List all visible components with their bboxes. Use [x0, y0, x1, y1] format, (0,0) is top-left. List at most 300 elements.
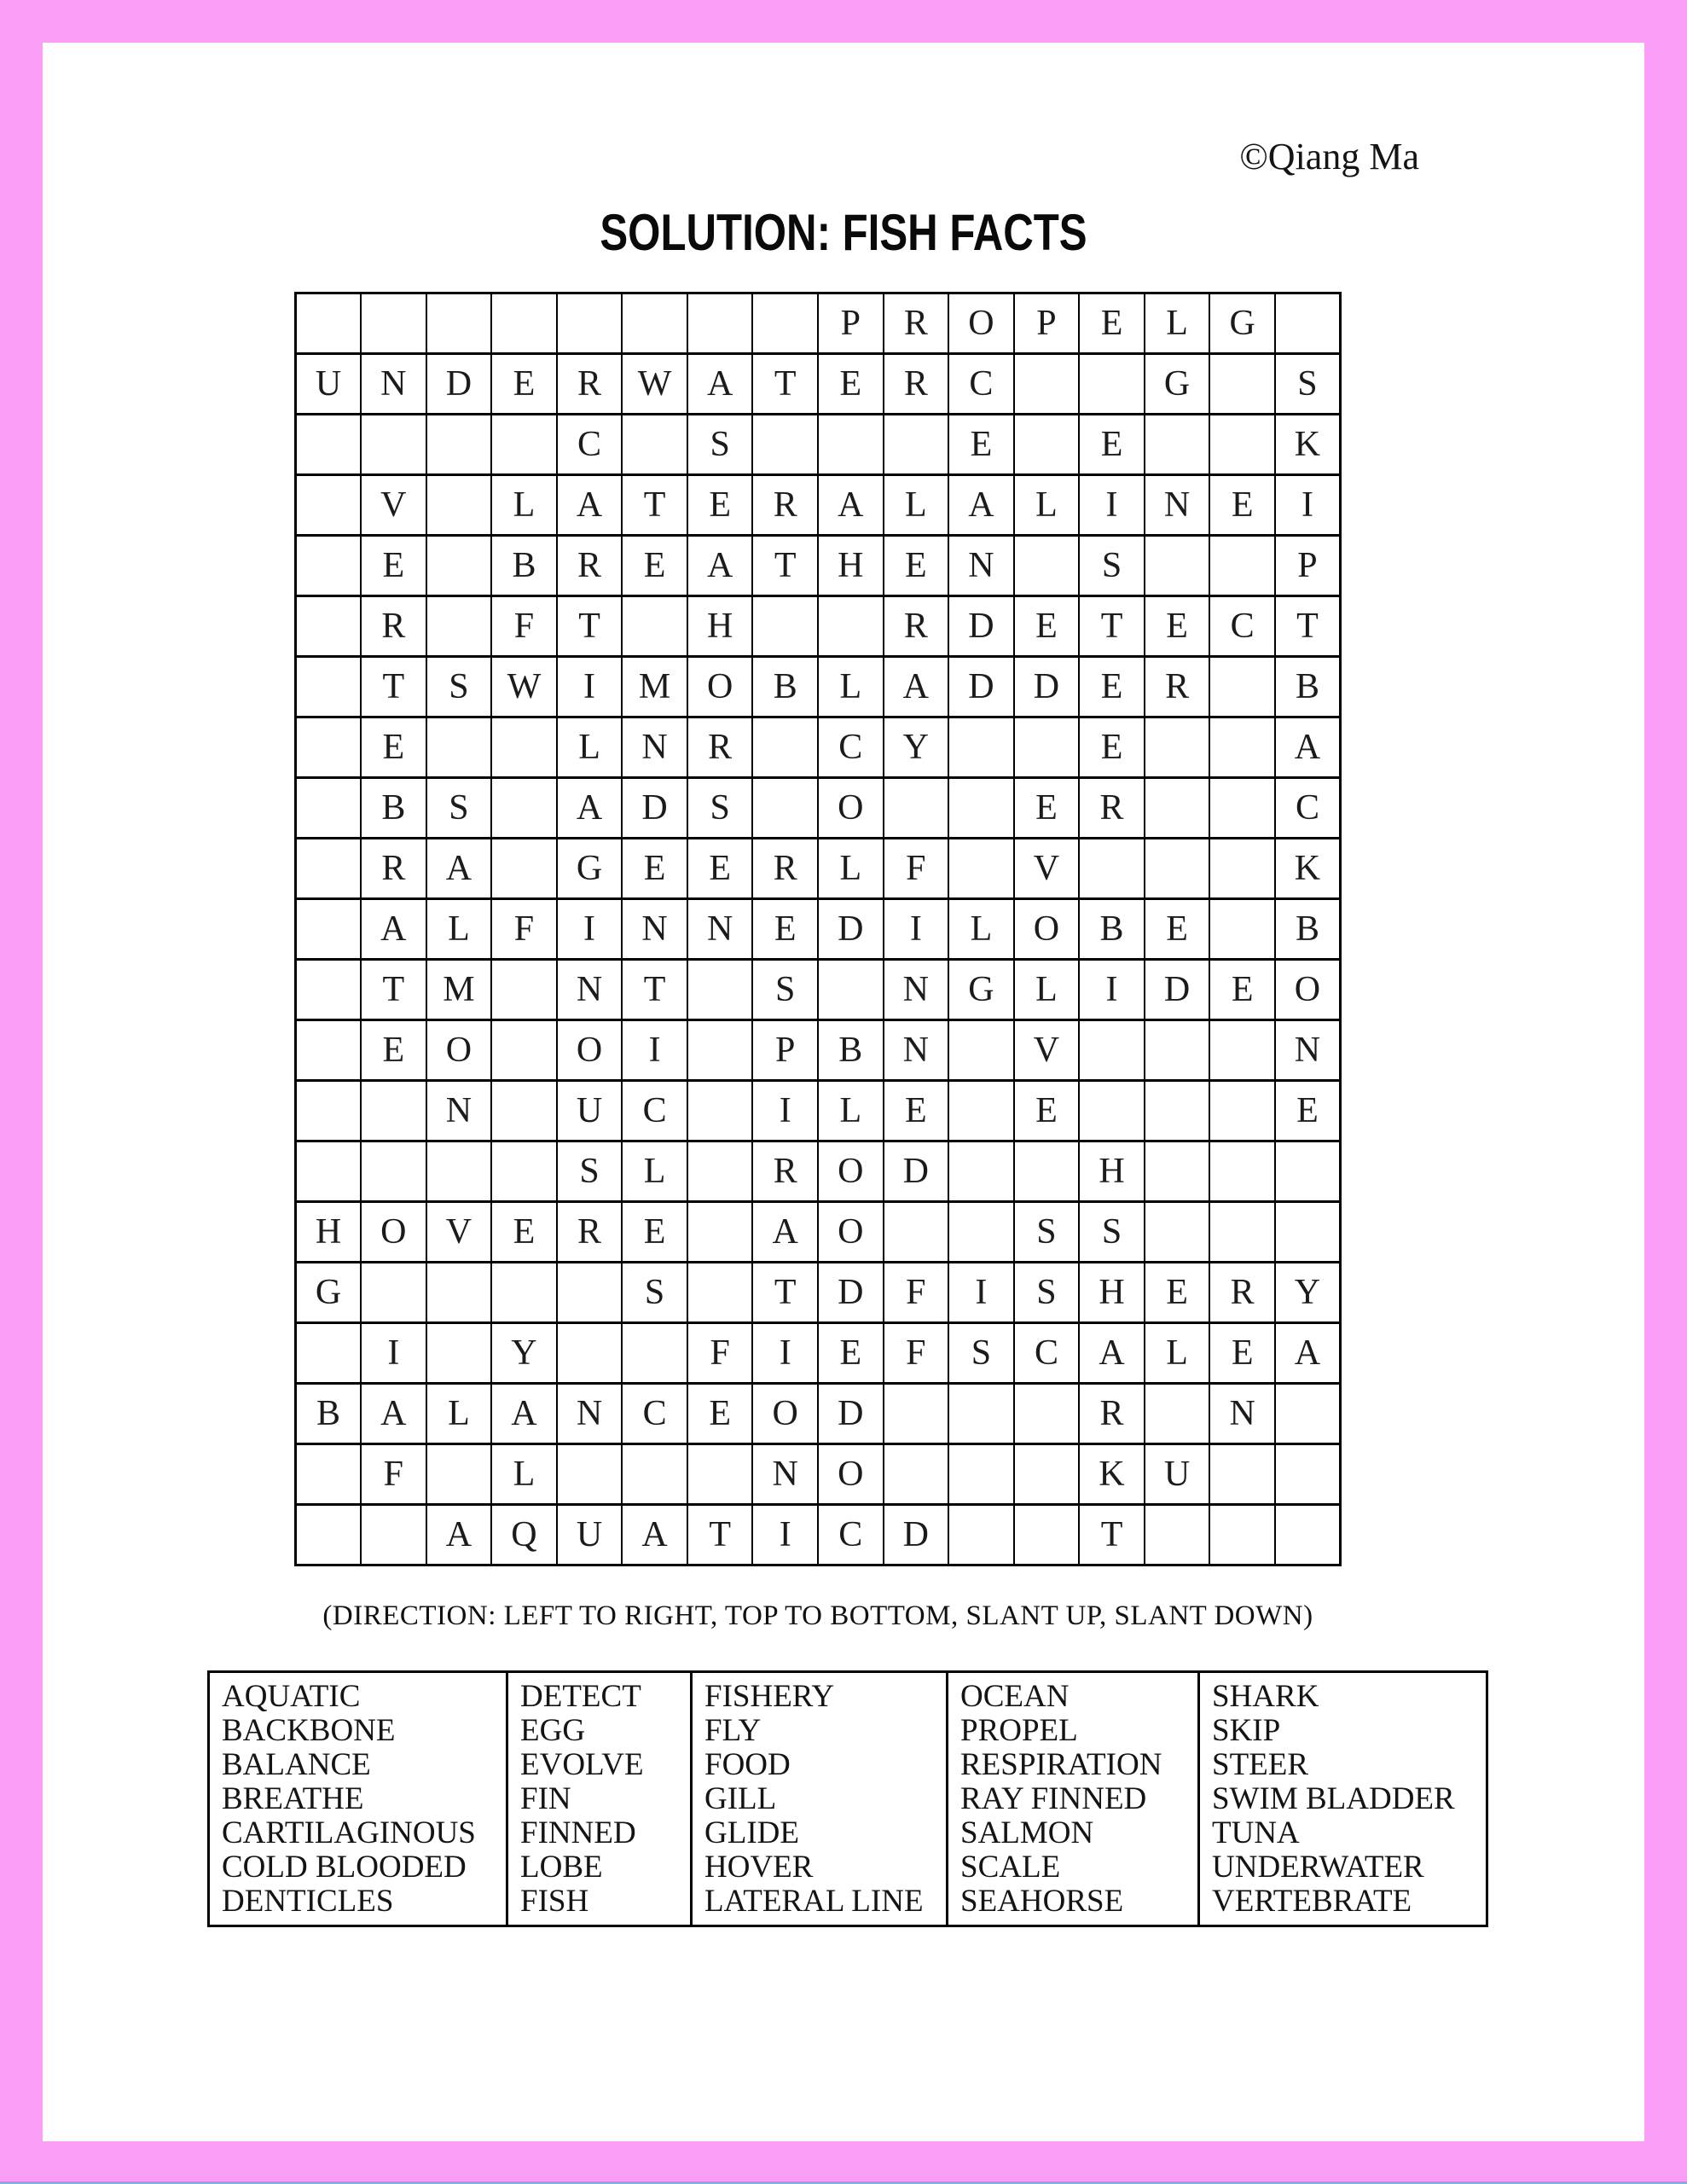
grid-cell: R — [1079, 1384, 1145, 1444]
grid-row — [296, 1384, 1341, 1444]
grid-cell: D — [948, 657, 1014, 717]
grid-cell: G — [1145, 354, 1210, 415]
grid-cell: F — [884, 1263, 949, 1323]
grid-cell: E — [884, 536, 949, 596]
grid-cell — [1145, 717, 1210, 778]
word-list-item: FISH — [520, 1884, 589, 1919]
grid-cell: E — [687, 1384, 753, 1444]
grid-cell: F — [884, 839, 949, 899]
grid-cell — [1145, 415, 1210, 475]
grid-cell: L — [884, 475, 949, 536]
grid-cell: C — [1209, 596, 1275, 657]
grid-cell — [296, 899, 362, 960]
grid-cell: E — [1209, 1323, 1275, 1384]
word-list-item: BREATHE — [222, 1781, 364, 1816]
grid-row — [296, 475, 1341, 536]
grid-cell — [1079, 1081, 1145, 1141]
grid-cell: V — [426, 1202, 492, 1263]
grid-cell: A — [622, 1505, 687, 1565]
grid-cell: R — [1209, 1263, 1275, 1323]
grid-cell — [1145, 1020, 1210, 1081]
grid-cell: T — [687, 1505, 753, 1565]
grid-cell — [1209, 839, 1275, 899]
grid-cell: S — [426, 657, 492, 717]
grid-cell: U — [557, 1081, 623, 1141]
word-list-column — [948, 1672, 1199, 1926]
grid-cell — [296, 1505, 362, 1565]
grid-row — [296, 1505, 1341, 1565]
grid-cell — [818, 415, 884, 475]
word-list-item: DENTICLES — [222, 1884, 394, 1919]
grid-cell — [1209, 354, 1275, 415]
grid-cell: B — [296, 1384, 362, 1444]
grid-cell: L — [1145, 1323, 1210, 1384]
grid-cell: H — [687, 596, 753, 657]
grid-cell — [884, 778, 949, 839]
grid-cell — [1275, 1141, 1341, 1202]
grid-cell: N — [752, 1444, 818, 1505]
grid-cell: L — [818, 839, 884, 899]
grid-cell: A — [491, 1384, 557, 1444]
grid-cell: E — [1145, 1263, 1210, 1323]
grid-cell: T — [752, 536, 818, 596]
grid-cell: D — [818, 1263, 884, 1323]
grid-cell — [426, 1141, 492, 1202]
word-list-item: FLY — [704, 1713, 762, 1748]
grid-cell — [1209, 1505, 1275, 1565]
word-list-item: SHARK — [1212, 1679, 1319, 1714]
grid-cell — [491, 1081, 557, 1141]
grid-cell — [491, 778, 557, 839]
grid-cell: E — [1079, 717, 1145, 778]
grid-cell: P — [752, 1020, 818, 1081]
grid-row — [296, 354, 1341, 415]
grid-cell: S — [687, 778, 753, 839]
grid-cell: O — [687, 657, 753, 717]
grid-cell: D — [622, 778, 687, 839]
grid-cell: T — [622, 475, 687, 536]
grid-row — [296, 293, 1341, 354]
grid-cell: L — [491, 475, 557, 536]
grid-cell: D — [1145, 960, 1210, 1020]
word-list-item: SKIP — [1212, 1713, 1281, 1748]
grid-cell: E — [361, 536, 426, 596]
grid-cell — [296, 657, 362, 717]
grid-cell: A — [687, 536, 753, 596]
grid-row — [296, 1141, 1341, 1202]
grid-cell — [1145, 778, 1210, 839]
grid-cell — [622, 415, 687, 475]
grid-cell: R — [361, 839, 426, 899]
grid-row — [296, 899, 1341, 960]
grid-cell: I — [948, 1263, 1014, 1323]
grid-cell — [1209, 1141, 1275, 1202]
grid-cell — [884, 415, 949, 475]
grid-cell: S — [1014, 1202, 1080, 1263]
grid-cell: P — [1275, 536, 1341, 596]
grid-cell — [557, 1444, 623, 1505]
grid-cell — [1014, 1505, 1080, 1565]
grid-cell — [1209, 536, 1275, 596]
grid-cell: I — [1275, 475, 1341, 536]
grid-cell: H — [1079, 1263, 1145, 1323]
word-list-box — [207, 1670, 1488, 1927]
grid-row — [296, 960, 1341, 1020]
grid-cell: A — [557, 475, 623, 536]
grid-cell — [1145, 1202, 1210, 1263]
grid-row — [296, 657, 1341, 717]
grid-cell: G — [948, 960, 1014, 1020]
word-list-item: EGG — [520, 1713, 586, 1748]
grid-cell — [1209, 1444, 1275, 1505]
grid-cell — [818, 596, 884, 657]
word-list-row — [209, 1672, 1487, 1926]
grid-cell: R — [687, 717, 753, 778]
grid-cell: L — [1014, 960, 1080, 1020]
grid-cell — [296, 778, 362, 839]
grid-cell: E — [1014, 778, 1080, 839]
grid-row — [296, 778, 1341, 839]
grid-cell: I — [1079, 960, 1145, 1020]
grid-cell — [296, 1323, 362, 1384]
grid-cell: R — [1145, 657, 1210, 717]
grid-cell: E — [622, 536, 687, 596]
grid-cell: O — [1275, 960, 1341, 1020]
grid-cell — [1079, 1020, 1145, 1081]
grid-cell — [426, 293, 492, 354]
word-list-item: LOBE — [520, 1850, 603, 1885]
grid-cell: I — [361, 1323, 426, 1384]
grid-cell: G — [557, 839, 623, 899]
grid-cell — [687, 1444, 753, 1505]
grid-cell: A — [557, 778, 623, 839]
grid-cell — [1014, 536, 1080, 596]
grid-cell — [948, 1444, 1014, 1505]
grid-cell: R — [752, 475, 818, 536]
grid-cell — [361, 1263, 426, 1323]
word-list-item: PROPEL — [960, 1713, 1078, 1748]
word-list-item: SCALE — [960, 1850, 1061, 1885]
word-list-item: LATERAL LINE — [704, 1884, 924, 1919]
word-list-item: FOOD — [704, 1747, 791, 1782]
grid-cell — [1209, 1081, 1275, 1141]
grid-cell — [1014, 1444, 1080, 1505]
grid-cell: U — [1145, 1444, 1210, 1505]
grid-row — [296, 1202, 1341, 1263]
grid-cell: N — [557, 960, 623, 1020]
grid-cell — [426, 1444, 492, 1505]
grid-cell: E — [818, 354, 884, 415]
grid-cell: I — [752, 1323, 818, 1384]
grid-cell — [1209, 899, 1275, 960]
grid-cell: R — [884, 596, 949, 657]
grid-cell: R — [557, 354, 623, 415]
grid-cell: O — [557, 1020, 623, 1081]
grid-cell: T — [361, 960, 426, 1020]
grid-cell — [1014, 1384, 1080, 1444]
grid-cell: N — [622, 899, 687, 960]
grid-cell — [491, 1141, 557, 1202]
grid-cell — [361, 1141, 426, 1202]
word-list-item: GLIDE — [704, 1815, 799, 1850]
grid-row — [296, 536, 1341, 596]
grid-cell: I — [752, 1081, 818, 1141]
grid-cell — [948, 839, 1014, 899]
grid-cell — [948, 1505, 1014, 1565]
grid-cell — [296, 293, 362, 354]
grid-cell: S — [752, 960, 818, 1020]
grid-cell — [1209, 1202, 1275, 1263]
grid-cell: R — [557, 1202, 623, 1263]
grid-cell: T — [361, 657, 426, 717]
word-list-item: BALANCE — [222, 1747, 371, 1782]
grid-cell — [296, 1081, 362, 1141]
grid-cell — [948, 1141, 1014, 1202]
grid-row — [296, 1081, 1341, 1141]
grid-cell: U — [296, 354, 362, 415]
grid-cell — [296, 475, 362, 536]
word-list-column — [1199, 1672, 1487, 1926]
grid-cell — [687, 1202, 753, 1263]
grid-cell: A — [361, 899, 426, 960]
grid-cell — [1014, 717, 1080, 778]
grid-cell — [1014, 415, 1080, 475]
grid-cell — [426, 1263, 492, 1323]
grid-cell: E — [818, 1323, 884, 1384]
grid-cell: I — [1079, 475, 1145, 536]
grid-cell: A — [948, 475, 1014, 536]
grid-cell: A — [426, 839, 492, 899]
grid-cell — [361, 1505, 426, 1565]
grid-cell — [426, 536, 492, 596]
grid-cell: F — [884, 1323, 949, 1384]
grid-cell: B — [1275, 899, 1341, 960]
grid-cell: T — [1275, 596, 1341, 657]
grid-cell: C — [948, 354, 1014, 415]
grid-cell: R — [1079, 778, 1145, 839]
grid-row — [296, 1323, 1341, 1384]
grid-cell: T — [1079, 1505, 1145, 1565]
grid-cell — [557, 293, 623, 354]
grid-cell: L — [948, 899, 1014, 960]
copyright-notice: ©Qiang Ma — [1239, 136, 1419, 177]
grid-cell: I — [622, 1020, 687, 1081]
grid-cell: O — [948, 293, 1014, 354]
grid-cell — [1209, 778, 1275, 839]
grid-cell: A — [884, 657, 949, 717]
grid-cell — [491, 1020, 557, 1081]
grid-cell: L — [818, 657, 884, 717]
grid-cell — [491, 839, 557, 899]
grid-cell — [948, 1202, 1014, 1263]
grid-cell: C — [622, 1384, 687, 1444]
grid-cell: B — [361, 778, 426, 839]
grid-cell: F — [687, 1323, 753, 1384]
grid-cell — [948, 778, 1014, 839]
grid-cell: K — [1275, 415, 1341, 475]
grid-cell: F — [491, 596, 557, 657]
grid-cell: S — [1275, 354, 1341, 415]
grid-cell: E — [687, 475, 753, 536]
grid-cell — [296, 415, 362, 475]
grid-cell — [296, 717, 362, 778]
grid-cell: N — [687, 899, 753, 960]
grid-cell: S — [1079, 1202, 1145, 1263]
grid-cell — [1209, 717, 1275, 778]
grid-cell: V — [1014, 1020, 1080, 1081]
grid-cell — [1014, 354, 1080, 415]
grid-cell: Y — [491, 1323, 557, 1384]
grid-cell: C — [1275, 778, 1341, 839]
grid-cell: L — [1014, 475, 1080, 536]
grid-cell — [1079, 839, 1145, 899]
paper-sheet — [43, 43, 1644, 2141]
grid-cell: E — [687, 839, 753, 899]
grid-cell: E — [1145, 899, 1210, 960]
grid-cell: E — [1079, 415, 1145, 475]
grid-cell: O — [1014, 899, 1080, 960]
grid-cell: S — [622, 1263, 687, 1323]
grid-cell: O — [426, 1020, 492, 1081]
grid-cell: E — [1014, 596, 1080, 657]
grid-cell: D — [948, 596, 1014, 657]
grid-cell: R — [752, 1141, 818, 1202]
grid-cell: P — [818, 293, 884, 354]
grid-cell — [361, 415, 426, 475]
grid-cell — [948, 717, 1014, 778]
grid-cell: A — [818, 475, 884, 536]
grid-cell: D — [884, 1141, 949, 1202]
grid-cell — [296, 1020, 362, 1081]
grid-cell: E — [1209, 960, 1275, 1020]
grid-cell: B — [491, 536, 557, 596]
grid-cell: B — [1275, 657, 1341, 717]
grid-cell — [296, 1444, 362, 1505]
grid-cell: F — [361, 1444, 426, 1505]
grid-cell: I — [557, 899, 623, 960]
grid-cell — [1275, 1202, 1341, 1263]
grid-row — [296, 1020, 1341, 1081]
grid-cell: W — [491, 657, 557, 717]
grid-cell: G — [1209, 293, 1275, 354]
grid-cell: S — [557, 1141, 623, 1202]
grid-cell — [948, 1020, 1014, 1081]
word-list-item: SEAHORSE — [960, 1884, 1124, 1919]
grid-cell: E — [948, 415, 1014, 475]
grid-cell: A — [687, 354, 753, 415]
grid-cell — [1145, 1141, 1210, 1202]
grid-cell: O — [361, 1202, 426, 1263]
word-list-item: RESPIRATION — [960, 1747, 1162, 1782]
grid-cell: I — [752, 1505, 818, 1565]
grid-cell — [1079, 354, 1145, 415]
grid-cell: L — [557, 717, 623, 778]
grid-cell: N — [1145, 475, 1210, 536]
grid-cell: H — [1079, 1141, 1145, 1202]
grid-cell: Y — [884, 717, 949, 778]
word-list-item: FISHERY — [704, 1679, 835, 1714]
grid-cell: N — [622, 717, 687, 778]
grid-cell — [296, 536, 362, 596]
grid-cell: N — [426, 1081, 492, 1141]
word-list-column — [692, 1672, 948, 1926]
grid-cell: I — [557, 657, 623, 717]
grid-cell: H — [296, 1202, 362, 1263]
grid-cell: D — [426, 354, 492, 415]
word-search-grid — [294, 292, 1342, 1566]
grid-cell: E — [622, 839, 687, 899]
grid-cell — [296, 960, 362, 1020]
grid-cell: E — [1079, 293, 1145, 354]
grid-cell: D — [818, 1384, 884, 1444]
word-list-column — [507, 1672, 692, 1926]
grid-cell — [948, 1384, 1014, 1444]
grid-cell — [1275, 293, 1341, 354]
grid-cell — [361, 293, 426, 354]
grid-cell: G — [296, 1263, 362, 1323]
grid-row — [296, 1263, 1341, 1323]
word-list-column — [209, 1672, 507, 1926]
grid-cell — [622, 1323, 687, 1384]
grid-cell: O — [818, 1141, 884, 1202]
direction-note: (DIRECTION: LEFT TO RIGHT, TOP TO BOTTOM, SLANT UP, SLANT DOWN) — [322, 1600, 1313, 1631]
grid-cell — [1209, 415, 1275, 475]
grid-cell — [752, 596, 818, 657]
grid-row — [296, 717, 1341, 778]
grid-cell — [426, 1323, 492, 1384]
grid-cell: E — [752, 899, 818, 960]
word-list-item: BACKBONE — [222, 1713, 396, 1748]
word-list-item: AQUATIC — [222, 1679, 361, 1714]
grid-cell — [687, 1141, 753, 1202]
grid-cell: E — [361, 717, 426, 778]
grid-cell: Q — [491, 1505, 557, 1565]
word-list-item: OCEAN — [960, 1679, 1070, 1714]
grid-cell — [491, 293, 557, 354]
word-list-item: FIN — [520, 1781, 571, 1816]
grid-cell: U — [557, 1505, 623, 1565]
grid-cell: N — [884, 960, 949, 1020]
grid-cell: R — [884, 354, 949, 415]
word-list-item: EVOLVE — [520, 1747, 644, 1782]
grid-cell: L — [426, 899, 492, 960]
word-list-item: VERTEBRATE — [1212, 1884, 1412, 1919]
grid-cell: E — [1275, 1081, 1341, 1141]
word-list-item: DETECT — [520, 1679, 641, 1714]
grid-cell — [426, 596, 492, 657]
grid-row — [296, 415, 1341, 475]
grid-cell: L — [426, 1384, 492, 1444]
grid-cell — [296, 596, 362, 657]
word-list-item: SALMON — [960, 1815, 1094, 1850]
grid-cell — [687, 1081, 753, 1141]
word-list-item: CARTILAGINOUS — [222, 1815, 476, 1850]
grid-cell: O — [752, 1384, 818, 1444]
grid-cell: N — [1209, 1384, 1275, 1444]
grid-cell — [296, 839, 362, 899]
grid-cell — [1145, 839, 1210, 899]
grid-cell: L — [622, 1141, 687, 1202]
grid-cell: C — [818, 1505, 884, 1565]
grid-cell: V — [361, 475, 426, 536]
grid-cell — [884, 1384, 949, 1444]
grid-cell: A — [1079, 1323, 1145, 1384]
grid-cell: E — [491, 354, 557, 415]
grid-cell: N — [557, 1384, 623, 1444]
grid-cell: T — [1079, 596, 1145, 657]
grid-cell — [687, 1020, 753, 1081]
grid-row — [296, 839, 1341, 899]
